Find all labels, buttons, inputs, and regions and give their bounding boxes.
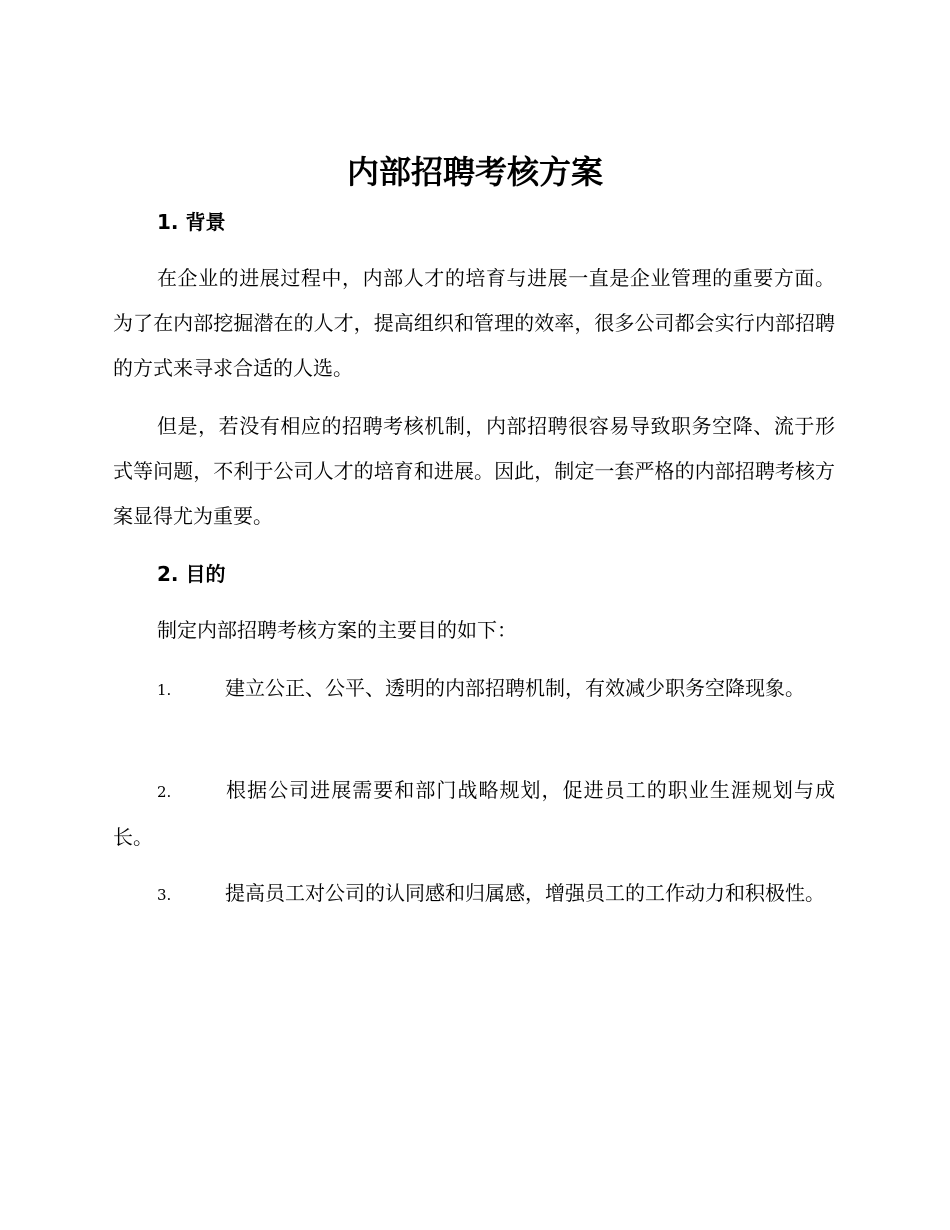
section-heading-background: 1. 背景: [157, 210, 226, 234]
background-paragraph-1: 在企业的进展过程中，内部人才的培育与进展一直是企业管理的重要方面。为了在内部挖掘潜在的人才，提高组织和管理的效率，很多公司都会实行内部招聘的方式来寻求合适的人选。: [113, 266, 835, 380]
purpose-intro: 制定内部招聘考核方案的主要目的如下：: [157, 618, 517, 642]
list-item: [113, 666, 835, 713]
list-item: [113, 768, 835, 860]
list-item: [113, 871, 835, 918]
list-item-number: 2.: [157, 783, 172, 801]
list-item-text: 根据公司进展需要和部门战略规划，促进员工的职业生涯规划与成长。: [113, 778, 835, 849]
document-title: 内部招聘考核方案: [346, 153, 603, 191]
section-heading-purpose: 2. 目的: [157, 562, 226, 586]
list-item-text: 建立公正、公平、透明的内部招聘机制，有效减少职务空降现象。: [225, 676, 805, 700]
list-item-number: 1.: [157, 681, 172, 699]
list-item-number: 3.: [157, 886, 172, 904]
list-item-text: 提高员工对公司的认同感和归属感，增强员工的工作动力和积极性。: [225, 881, 825, 905]
background-paragraph-2: 但是，若没有相应的招聘考核机制，内部招聘很容易导致职务空降、流于形式等问题，不利于公司人才的培育和进展。因此，制定一套严格的内部招聘考核方案显得尤为重要。: [113, 414, 835, 528]
